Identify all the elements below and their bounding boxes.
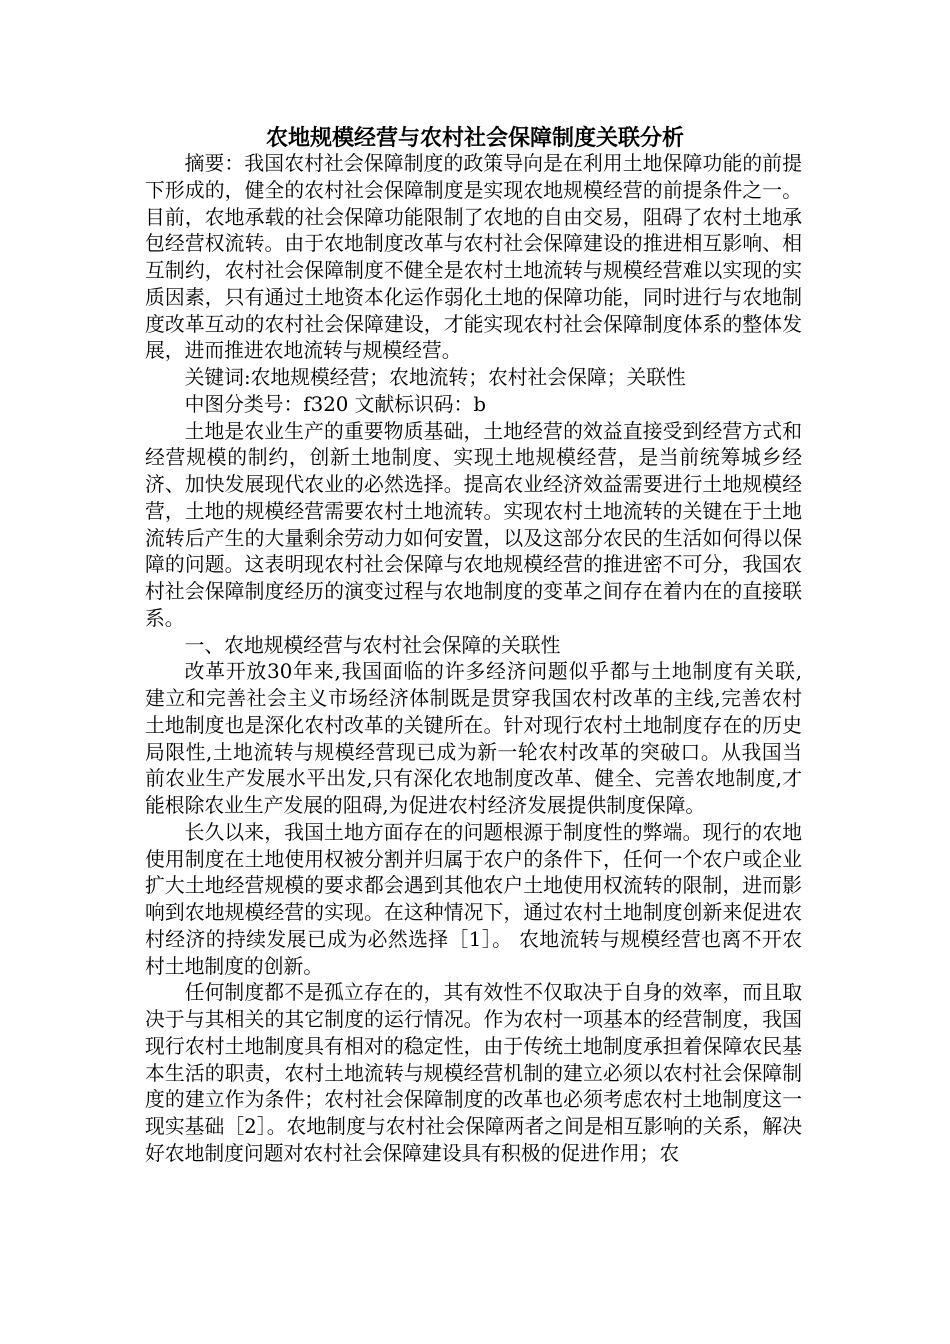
intro-paragraph: 土地是农业生产的重要物质基础，土地经营的效益直接受到经营方式和经营规模的制约，创新土地制度、实现土地规模经营，是当前统筹城乡经济、加快发展现代农业的必然选择。提高农业经济效益需要进行土地规模经营，土地的规模经营需要农村土地流转。实现农村土地流转的关键在于土地流转后产生的大量剩余劳动力如何安置，以及这部分农民的生活如何得以保障的问题。这表明现农村社会保障与农地规模经营的推进密不可分，我国农村社会保障制度经历的演变过程与农地制度的变革之间存在着内在的直接联系。 (145, 419, 802, 630)
classification-line: 中图分类号：f320 文献标识码：b (184, 392, 486, 416)
article-body (145, 151, 802, 1168)
article-title: 农地规模经营与农村社会保障制度关联分析 (265, 125, 684, 151)
body-paragraph: 长久以来，我国土地方面存在的问题根源于制度性的弊端。现行的农地使用制度在土地使用权被分割并归属于农户的条件下，任何一个农户或企业扩大土地经营规模的要求都会遇到其他农户土地使用权流转的限制，进而影响到农地规模经营的实现。在这种情况下，通过农村土地制度创新来促进农村经济的持续发展已成为必然选择［1］。 农地流转与规模经营也离不开农村土地制度的创新。 (145, 820, 802, 978)
abstract-paragraph: 摘要：我国农村社会保障制度的政策导向是在利用土地保障功能的前提下形成的，健全的农村社会保障制度是实现农地规模经营的前提条件之一。目前，农地承载的社会保障功能限制了农地的自由交易，阻碍了农村土地承包经营权流转。由于农地制度改革与农村社会保障建设的推进相互影响、相互制约，农村社会保障制度不健全是农村土地流转与规模经营难以实现的实质因素，只有通过土地资本化运作弱化土地的保障功能，同时进行与农地制度改革互动的农村社会保障建设，才能实现农村社会保障制度体系的整体发展，进而推进农地流转与规模经营。 (145, 152, 802, 363)
keywords-line: 关键词:农地规模经营；农地流转；农村社会保障；关联性 (184, 366, 686, 389)
body-paragraph: 改革开放30年来,我国面临的许多经济问题似乎都与土地制度有关联, 建立和完善社会主义市场经济体制既是贯穿我国农村改革的主线,完善农村土地制度也是深化农村改革的关键所在。针对现行农村土地制度存在的历史局限性,土地流转与规模经营现已成为新一轮农村改革的突破口。从我国当前农业生产发展水平出发,只有深化农地制度改革、健全、完善农地制度,才能根除农业生产发展的阻碍,为促进农村经济发展提供制度保障。 (145, 660, 802, 817)
section-heading: 一、农地规模经营与农村社会保障的关联性 (184, 633, 561, 657)
body-paragraph: 任何制度都不是孤立存在的，其有效性不仅取决于自身的效率，而且取决于与其相关的其它制度的运行情况。作为农村一项基本的经营制度，我国现行农村土地制度具有相对的稳定性，由于传统土地制度承担着保障农民基本生活的职责，农村土地流转与规模经营机制的建立必须以农村社会保障制度的建立作为条件；农村社会保障制度的改革也必须考虑农村土地制度这一现实基础［2］。农地制度与农村社会保障两者之间是相互影响的关系，解决好农地制度问题对农村社会保障建设具有积极的促进作用；农 (145, 981, 802, 1165)
